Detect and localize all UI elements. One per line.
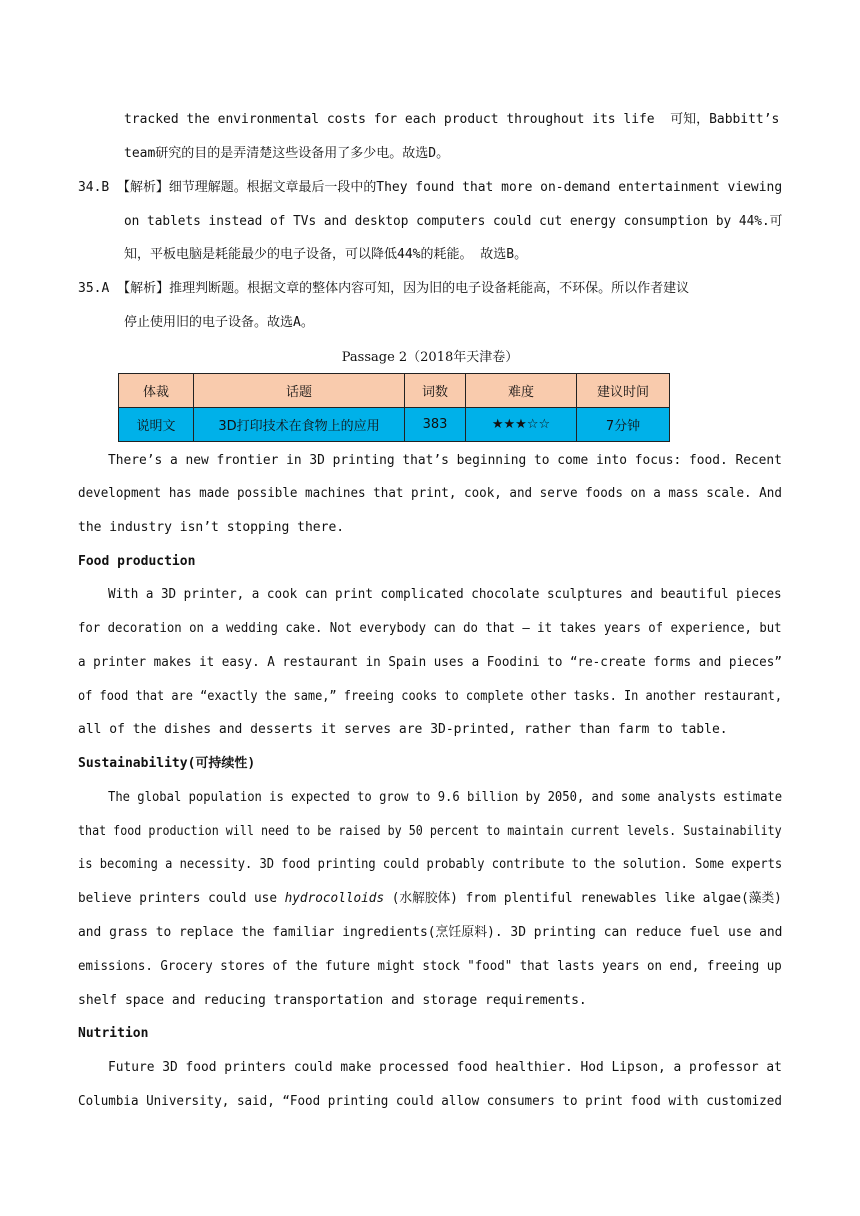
para2-line3: a printer makes it easy. A restaurant in Spain uses a Foodini to “re-create forms and pieces” <box>78 655 782 670</box>
cell-topic: 3D打印技术在食物上的应用 <box>194 408 405 442</box>
para1-line3: the industry isn’t stopping there. <box>78 520 345 535</box>
heading-nutrition: Nutrition <box>78 1026 149 1041</box>
para3-line6: emissions. Grocery stores of the future might stock "food" that lasts years on end, freeing up <box>78 959 782 974</box>
header-suggested-time: 建议时间 <box>577 374 670 408</box>
para2-line5: all of the dishes and desserts it serves are 3D-printed, rather than farm to table. <box>78 722 728 737</box>
answer-35-line-1: 35.A 【解析】推理判断题。根据文章的整体内容可知，因为旧的电子设备耗能高，不环保。所以作者建议 <box>78 281 690 296</box>
heading-food-production: Food production <box>78 554 196 569</box>
para1-line1: There’s a new frontier in 3D printing that’s beginning to come into focus: food. Recent <box>108 453 782 468</box>
cell-genre: 说明文 <box>119 408 194 442</box>
para2-line2: for decoration on a wedding cake. Not everybody can do that — it takes years of experience, but <box>78 621 782 636</box>
para4-line1: Future 3D food printers could make processed food healthier. Hod Lipson, a professor at <box>108 1060 782 1075</box>
para3-line4 <box>78 889 782 909</box>
header-genre: 体裁 <box>119 374 194 408</box>
answer-33-line-2: team研究的目的是弄清楚这些设备用了多少电。故选D。 <box>124 146 450 161</box>
para3-line2: that food production will need to be raised by 50 percent to maintain current levels. Sustainability <box>78 824 782 839</box>
term-hydrocolloids: hydrocolloids <box>284 891 385 906</box>
answer-35-line-2: 停止使用旧的电子设备。故选A。 <box>124 315 314 330</box>
heading-sustainability: Sustainability(可持续性) <box>78 756 256 771</box>
cell-word-count: 383 <box>405 408 466 442</box>
cell-suggested-time: 7分钟 <box>577 408 670 442</box>
header-difficulty: 难度 <box>466 374 577 408</box>
table-row <box>119 408 670 442</box>
header-word-count: 词数 <box>405 374 466 408</box>
para3-line1: The global population is expected to grow to 9.6 billion by 2050, and some analysts estimate <box>108 790 783 805</box>
header-topic: 话题 <box>194 374 405 408</box>
para3-line4-start: believe printers could use <box>78 891 285 906</box>
para3-line7: shelf space and reducing transportation and storage requirements. <box>78 993 587 1008</box>
para3-line5: and grass to replace the familiar ingredients(烹饪原料). 3D printing can reduce fuel use and <box>78 925 783 940</box>
answer-34-line-1: 34.B 【解析】细节理解题。根据文章最后一段中的They found that more on-demand entertainment viewing <box>78 180 783 195</box>
answer-34-line-3: 知，平板电脑是耗能最少的电子设备，可以降低44%的耗能。 故选B。 <box>124 247 528 262</box>
para4-line2: Columbia University, said, “Food printing could allow consumers to print food with customized <box>78 1094 782 1109</box>
para2-line4: of food that are “exactly the same,” freeing cooks to complete other tasks. In another restaurant, <box>78 689 783 704</box>
passage-title: Passage 2（2018年天津卷） <box>341 350 519 365</box>
cell-difficulty: ★★★☆☆ <box>466 408 577 442</box>
para2-line1: With a 3D printer, a cook can print complicated chocolate sculptures and beautiful pieces <box>108 587 782 602</box>
para3-line4-end: (水解胶体) from plentiful renewables like algae(藻类) <box>384 891 782 906</box>
para1-line2: development has made possible machines that print, cook, and serve foods on a mass scale. And <box>78 486 782 501</box>
passage-info-table <box>118 373 670 442</box>
table-header-row <box>119 374 670 408</box>
answer-33-line-1: tracked the environmental costs for each product throughout its life 可知，Babbitt’s <box>124 112 780 127</box>
answer-34-line-2: on tablets instead of TVs and desktop computers could cut energy consumption by 44%.可 <box>124 214 783 229</box>
para3-line3: is becoming a necessity. 3D food printing could probably contribute to the solution. Some experts <box>78 857 783 872</box>
